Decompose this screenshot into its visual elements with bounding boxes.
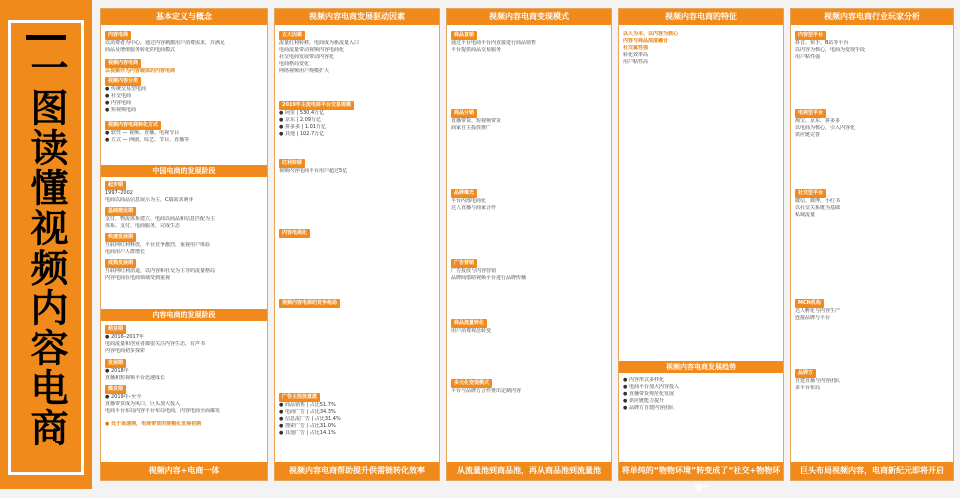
column-head: 视频内容电商行业玩家分析 xyxy=(791,9,953,25)
mode-ads: 广告营销 广告投放与内容营销 品牌商借助视频平台进行品牌传播 xyxy=(451,260,527,281)
mode-distribution: 商品分销 直播带货、短视频带货 商家自主投放推广 xyxy=(451,110,502,131)
subhead-trends: 视频内容电商发展趋势 xyxy=(619,361,783,373)
column-foot: 视频内容+电商一体 xyxy=(101,462,267,480)
subhead-content-stages: 内容电商的发展阶段 xyxy=(101,309,267,321)
driver-list: 五大因素 流量红利转移，电商成为新流量入口 电商流量带动视频内容电商化 社交电商发展带动内容化 电商格局变化 网络视频用户规模扩大 xyxy=(279,32,360,74)
content-stage-1: 萌芽期 ● 2016–2017年 电商流量和创业者都很关注内容生态，有声书 内容电商初步探索 xyxy=(105,326,206,354)
competition: 视频内容电商的竞争格局 xyxy=(279,299,435,308)
column-features xyxy=(618,8,784,493)
mode-diverse: 多元化变现模式 平台与品牌方合作推出定制内容 xyxy=(451,380,522,394)
column-definitions xyxy=(100,8,268,481)
content-ecommerce: 内容电商化 xyxy=(279,229,435,238)
stage-1: 起步期 1997–2002 电商以商品信息展示为主，C端需求萌芽 xyxy=(105,182,194,203)
left-title-frame xyxy=(8,20,84,475)
column-players xyxy=(790,8,954,481)
content-stage-3: 爆发期 ● 2019年–至今 直播带货成为风口，巨头加大投入 电商平台布局内容平台布局电商，内容电商全面爆发 xyxy=(105,386,221,414)
column-foot: 视频内容电商帮助提升供需链转化效率 xyxy=(275,462,439,480)
mode-direct: 商品直销 通过平台电商平台内直接进行商品销售 平台提供商品交易服务 xyxy=(451,32,537,53)
column-drivers xyxy=(274,8,440,481)
content-stage-2: 发展期 ● 2018年 直播和短视频平台迅速成长 xyxy=(105,360,166,381)
player-ecommerce: 电商型平台 淘宝、京东、拼多多 以电商为核心，引入内容化 供应链完善 xyxy=(795,110,856,138)
main-title: 一图读懂视频内容电商 xyxy=(24,48,68,448)
stage-4: 成熟发展期 互联网红利消退，以内容和社交为主导的流量格局 内容电商在电商领域受到重视 xyxy=(105,260,216,281)
column-foot: 将单纯的“物物环境”转变成了“社交+物物环境” xyxy=(619,462,783,480)
player-social: 社交型平台 微信、微博、小红书 以社交关系链为基础 私域流量 xyxy=(795,190,841,218)
section-content-ecommerce: 内容电商 以消费者为中心，通过内容刺激用户消费需求，并满足 商品及增值服务转化的电商模式 xyxy=(105,32,226,53)
column-head: 基本定义与概念 xyxy=(101,9,267,25)
player-content: 内容型平台 抖音、快手、B站等平台 以内容为核心，电商为变现手段 用户粘性强 xyxy=(795,32,866,60)
platform-scale: 2019年主流电商平台交易规模 ● 阿里 | 530.4万亿 ● 京东 | 2.09万亿 ● 拼多多 | 1.01万亿 ● 其他 | 102.7万亿 xyxy=(279,101,435,138)
column-head: 视频内容电商发展驱动因素 xyxy=(275,9,439,25)
section-video-ecommerce: 视频内容电商 以视频作为内容载体的内容电商 xyxy=(105,60,176,74)
traffic-shift: 红利转移 视频内容电商平台用户超过5亿 xyxy=(279,160,348,174)
column-head: 视频内容电商的特征 xyxy=(619,9,783,25)
player-brand: 品牌方 自建直播与内容团队 多平台布局 xyxy=(795,370,841,391)
column-monetization xyxy=(446,8,612,481)
subhead-china-stages: 中国电商的发展阶段 xyxy=(101,165,267,177)
content-stage-4: ● 处于高速期，电商带货的规模化发展初期 xyxy=(105,421,202,427)
column-foot: 巨头布局视频内容，电商新纪元即将开启 xyxy=(791,462,953,480)
mode-brand: 品牌曝光 平台内部电商化 达人直播与商家合作 xyxy=(451,190,497,211)
stage-3: 快速发展期 互联网红利释放，平台竞争激烈，重视用户体验 电商用户人群增长 xyxy=(105,234,211,255)
column-head: 视频内容电商变现模式 xyxy=(447,9,611,25)
section-conversion: 视频内容电商转化方式 ● 软性 — 视频、直播、电视节目 ● 方式 — 网剧、综艺、节目、直播等 xyxy=(105,122,190,143)
left-banner xyxy=(0,0,92,489)
mode-traffic: 商品流量转化 用户消费观念转变 xyxy=(451,320,492,334)
ad-intent: 广告主投放意愿 ● 商品销售 | 占比51.7% ● 电商广告 | 占比34.3% ● 信息流广告 | 占比31.4% ● 搜索广告 | 占比31.0% ● 其他广告 | 占比14.1% xyxy=(279,394,341,436)
stage-2: 基础建设期 支付、物流体系建立，电商以商品和信息匹配为主 体系、支付、电商服务，完成生态 xyxy=(105,208,216,229)
column-foot: 从流量池到商品池，再从商品池到流量池 xyxy=(447,462,611,480)
feature-list: 以人为本、以内容为核心 内容与商品深度融合 社交属性强 转化效率高 用户粘性高 xyxy=(623,31,679,65)
player-mcn: MCN机构 达人孵化与内容生产 连接品牌与平台 xyxy=(795,300,841,321)
trend-list: ● 内容形式多样化 ● 电商平台加大内容投入 ● 直播带货规范化发展 ● 供应链能力提升 ● 品牌方自建内容团队 xyxy=(623,377,679,411)
title-bar-top xyxy=(26,35,66,40)
section-video-types: 视频内容分类 ● 传统交易型电商 ● 社交电商 ● 内容电商 ● 短视频电商 xyxy=(105,78,146,113)
